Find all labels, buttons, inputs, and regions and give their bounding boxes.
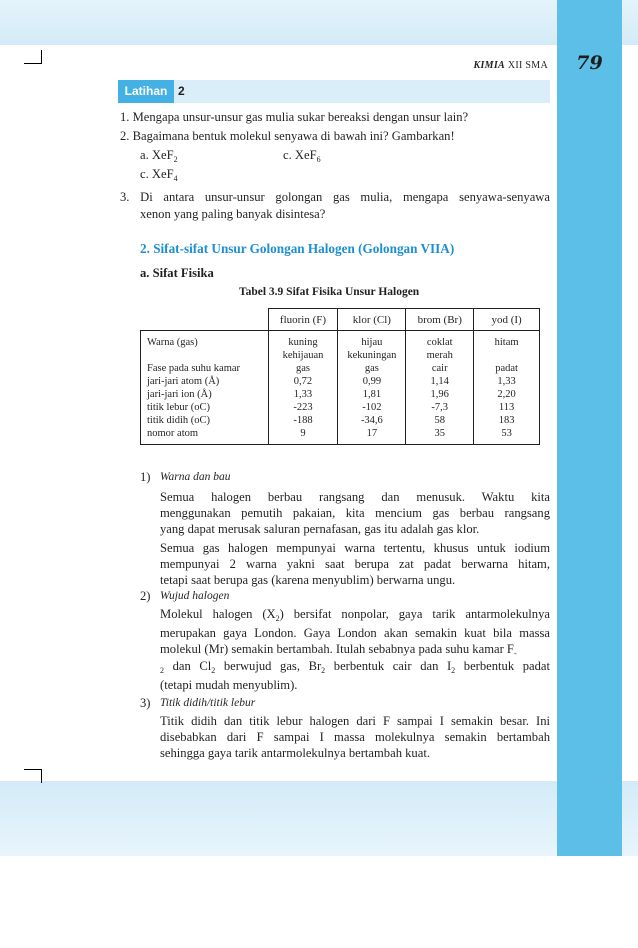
halogen-table — [140, 308, 540, 445]
item-2-line4: $_2$ dan $Cl_2$ berwujud gas, $Br_2$ berbentuk cair dan $I_2$ berbentuk padat — [160, 659, 550, 675]
question-2c: c. XeF$_6$ — [283, 148, 321, 164]
item-3-line1: Titik didih dan titik lebur halogen dari F sampai I semakin besar. Ini — [160, 714, 550, 728]
item-3-number: 3) — [140, 696, 151, 710]
subsection-heading: a. Sifat Fisika — [140, 266, 214, 280]
question-2c-second: c. XeF$_4$ — [140, 167, 178, 183]
question-2a: a. XeF$_2$ — [140, 148, 178, 164]
item-2-line1: Molekul halogen $(X_2)$ bersifat nonpolar, gaya tarik antarmolekulnya — [160, 607, 550, 623]
item-1-p1-line3: yang dapat merusak saluran pernafasan, gas itu adalah gas klor. — [160, 522, 480, 536]
item-2-title: Wujud halogen — [160, 590, 230, 602]
item-1-p1-line2: menggunakan pemutih pakaian, kita mencium gas berbau rangsang — [160, 506, 550, 520]
table-body — [141, 331, 540, 445]
table-col-header: fluorin (F) — [268, 309, 338, 331]
question-1: 1. Mengapa unsur-unsur gas mulia sukar bereaksi dengan unsur lain? — [120, 110, 469, 124]
table-row-labels: Warna (gas) Fase pada suhu kamar jari-jari atom (Å) jari-jari ion (Å) titik lebur (oC) titik didih (oC) nomor atom — [141, 331, 269, 445]
section-heading: 2. Sifat-sifat Unsur Golongan Halogen (Golongan VIIA) — [140, 241, 455, 256]
table-col-klor: hijau kekuningan gas 0,99 1,81 -102 -34,6 17 — [338, 331, 406, 445]
crop-mark-bottom — [24, 769, 42, 783]
question-3-line1: 3. Di antara unsur-unsur golongan gas mulia, mengapa senyawa-senyawa — [120, 190, 550, 204]
item-3-line2: disebabkan dari F sampai I massa molekulnya semakin bertambah — [160, 730, 550, 744]
book-title-bold: KIMIA — [473, 60, 506, 71]
table-col-yod: hitam padat 1,33 2,20 113 183 53 — [474, 331, 540, 445]
item-2-number: 2) — [140, 589, 151, 603]
item-2-line3: molekul (Mr) semakin bertambah. Itulah sebabnya pada suhu kamar $F_-$ — [160, 642, 517, 658]
item-1-p2-line3: tetapi saat berupa gas (karena menyublim) berwarna ungu. — [160, 573, 456, 587]
item-1-title: Warna dan bau — [160, 471, 231, 483]
latihan-label: Latihan — [118, 80, 174, 103]
table-col-fluorin: kuning kehijauan gas 0,72 1,33 -223 -188 9 — [268, 331, 338, 445]
table-col-brom: coklat merah cair 1,14 1,96 -7,3 58 35 — [406, 331, 474, 445]
table-col-header: brom (Br) — [406, 309, 474, 331]
item-2-line2: merupakan gaya London. Gaya London akan semakin kuat bila massa — [160, 626, 550, 640]
question-3-line2: xenon yang paling banyak disintesa? — [140, 207, 326, 221]
table-caption: Tabel 3.9 Sifat Fisika Unsur Halogen — [239, 286, 420, 298]
latihan-number: 2 — [178, 84, 185, 98]
item-3-line3: sehingga gaya tarik antarmolekulnya bertambah kuat. — [160, 746, 430, 760]
item-1-p2-line2: mempunyai 2 warna yakni saat berupa zat padat berwarna hitam, — [160, 557, 550, 571]
running-header — [400, 60, 548, 71]
item-1-p1-line1: Semua halogen berbau rangsang dan menusuk. Waktu kita — [160, 490, 550, 504]
item-1-p2-line1: Semua gas halogen mempunyai warna tertentu, khusus untuk iodium — [160, 541, 550, 555]
page-number: 79 — [576, 52, 603, 74]
side-tab — [557, 0, 622, 856]
table-col-header: yod (I) — [474, 309, 540, 331]
bottom-band — [0, 781, 638, 856]
table-col-header: klor (Cl) — [338, 309, 406, 331]
item-1-number: 1) — [140, 470, 151, 484]
table-header-row — [141, 309, 540, 331]
book-title-rest: XII SMA — [505, 60, 548, 71]
item-2-line5: (tetapi mudah menyublim). — [160, 678, 298, 692]
top-band — [0, 0, 638, 45]
crop-mark-top — [24, 50, 42, 64]
question-2: 2. Bagaimana bentuk molekul senyawa di bawah ini? Gambarkan! — [120, 129, 455, 143]
item-3-title: Titik didih/titik lebur — [160, 697, 256, 709]
